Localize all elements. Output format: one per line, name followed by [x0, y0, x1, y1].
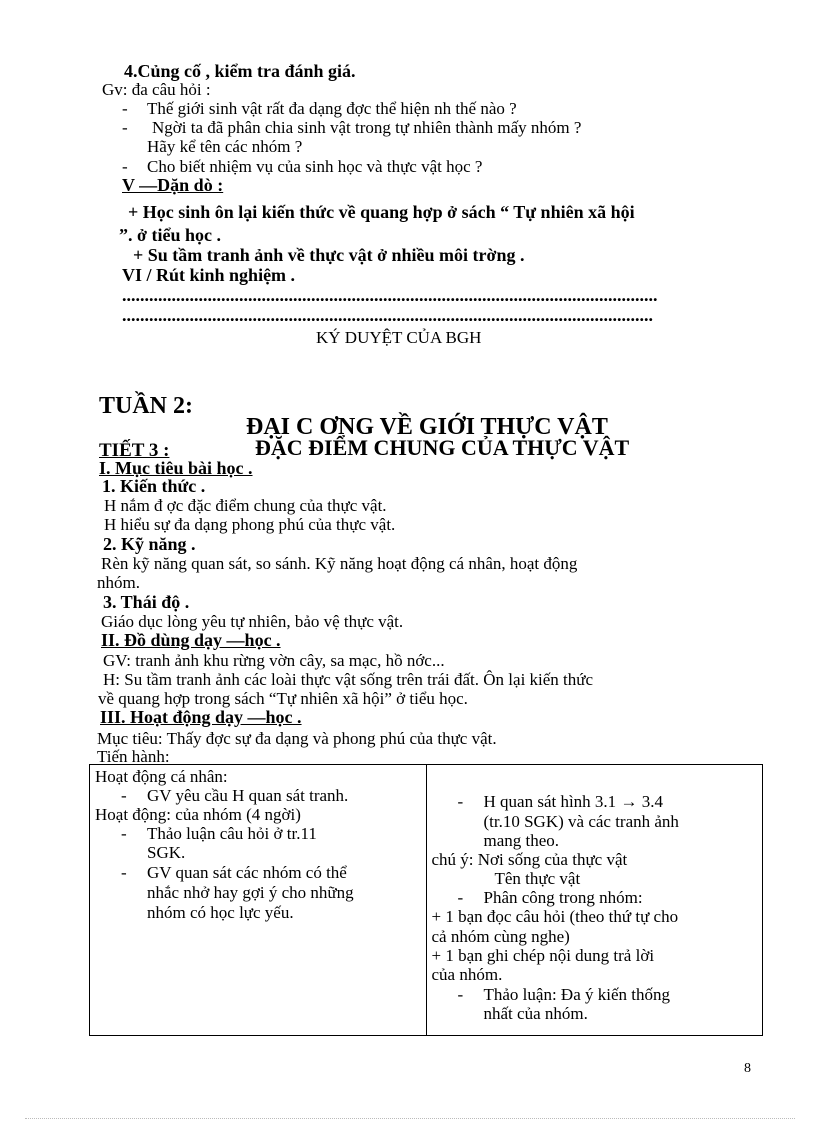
homework-1: + Học sinh ôn lại kiến thức về quang hợp ở sách “ Tự nhiên xã hội: [128, 202, 635, 222]
arrow-right-icon: →: [620, 792, 638, 811]
week-title: TUẦN 2:: [99, 393, 193, 419]
right-line-3: mang theo.: [483, 831, 560, 850]
notes-dotted-line-1: .......................................................................................................................: [122, 285, 658, 305]
left-line-6: GV quan sát các nhóm có thể: [147, 863, 347, 882]
bullet-dash: -: [121, 863, 127, 882]
bullet-dash: -: [121, 786, 127, 805]
right-line-1-text: H quan sát hình 3.1: [483, 792, 617, 811]
right-line-12: nhất của nhóm.: [483, 1004, 588, 1023]
section-6-heading: VI / Rút kinh nghiệm .: [122, 265, 296, 285]
activities-table: [89, 764, 763, 1036]
question-1: Thế giới sinh vật rất đa dạng đợc thể hiện nh thế nào ?: [147, 99, 517, 118]
bullet-dash: -: [121, 824, 127, 843]
right-line-6: Phân công trong nhóm:: [483, 888, 643, 907]
right-line-2: (tr.10 SGK) và các tranh ảnh: [483, 812, 679, 831]
right-line-8: cả nhóm cùng nghe): [431, 927, 570, 946]
knowledge-heading: 1. Kiến thức .: [102, 476, 206, 496]
right-line-9: + 1 bạn ghi chép nội dung trả lời: [431, 946, 655, 965]
left-line-2: GV yêu cầu H quan sát tranh.: [147, 786, 349, 805]
knowledge-1: H nắm đ ợc đặc điểm chung của thực vật.: [104, 496, 387, 515]
right-line-10: của nhóm.: [431, 965, 503, 984]
left-line-5: SGK.: [147, 843, 186, 862]
section-5-heading: V —Dặn dò :: [122, 175, 224, 195]
activities-heading: III. Hoạt động dạy —học .: [100, 707, 302, 727]
activities-goal: Mục tiêu: Thấy đợc sự đa dạng và phong phú của thực vật.: [97, 729, 497, 748]
page-number: 8: [744, 1061, 751, 1076]
bullet-dash: -: [122, 118, 128, 137]
notes-dotted-line-2: ......................................................................................................................: [122, 305, 653, 325]
left-line-7: nhắc nhở hay gợi ý cho những: [147, 883, 354, 902]
approval-label: KÝ DUYỆT CỦA BGH: [316, 328, 482, 347]
gv-questions-intro: Gv: đa câu hỏi :: [102, 80, 211, 99]
right-line-4: chú ý: Nơi sống của thực vật: [431, 850, 628, 869]
right-line-7: + 1 bạn đọc câu hỏi (theo thứ tự cho: [431, 907, 679, 926]
materials-gv: GV: tranh ảnh khu rừng vờn cây, sa mạc, hồ nớc...: [103, 651, 445, 670]
skills-1: Rèn kỹ năng quan sát, so sánh. Kỹ năng hoạt động cá nhân, hoạt động: [101, 554, 578, 573]
left-line-3: Hoạt động: của nhóm (4 ngời): [95, 805, 301, 824]
bullet-dash: -: [122, 99, 128, 118]
left-line-1: Hoạt động cá nhân:: [95, 767, 228, 786]
question-2-cont: Hãy kể tên các nhóm ?: [147, 137, 303, 156]
question-2: Ngời ta đã phân chia sinh vật trong tự nhiên thành mấy nhóm ?: [152, 118, 582, 137]
section-4-heading: 4.Củng cố , kiểm tra đánh giá.: [124, 61, 356, 81]
page-footer-divider: [25, 1118, 795, 1119]
chapter-title: ĐẠI C ƠNG VỀ GIỚI THỰC VẬT: [246, 414, 608, 440]
activities-proceed: Tiến hành:: [97, 747, 170, 766]
attitude-1: Giáo dục lòng yêu tự nhiên, bảo vệ thực vật.: [101, 612, 404, 631]
materials-h: H: Su tầm tranh ảnh các loài thực vật sống trên trái đất. Ôn lại kiến thức: [103, 670, 594, 689]
lesson-title: ĐẶC ĐIỂM CHUNG CỦA THỰC VẬT: [255, 435, 630, 460]
right-line-1-end: 3.4: [641, 792, 663, 811]
right-line-1: [484, 793, 663, 811]
skills-heading: 2. Kỹ năng .: [103, 534, 196, 554]
materials-heading: II. Đồ dùng dạy —học .: [101, 630, 281, 650]
bullet-dash: -: [122, 157, 128, 176]
knowledge-2: H hiểu sự đa dạng phong phú của thực vật.: [104, 515, 396, 534]
right-line-5: Tên thực vật: [494, 869, 581, 888]
materials-h-cont: về quang hợp trong sách “Tự nhiên xã hội” ở tiểu học.: [98, 689, 468, 708]
lesson-number: TIẾT 3 :: [99, 440, 170, 461]
right-line-11: Thảo luận: Đa ý kiến thống: [483, 985, 670, 1004]
teacher-column: [90, 765, 427, 1036]
bullet-dash: -: [457, 985, 464, 1004]
student-column: [426, 765, 763, 1036]
bullet-dash: -: [457, 792, 464, 811]
skills-1-cont: nhóm.: [97, 573, 140, 592]
objectives-heading: I. Mục tiêu bài học .: [99, 458, 253, 478]
homework-2: + Su tầm tranh ảnh về thực vật ở nhiều môi trờng .: [133, 245, 525, 265]
left-line-8: nhóm có học lực yếu.: [147, 903, 294, 922]
left-line-4: Thảo luận câu hỏi ở tr.11: [147, 824, 317, 843]
attitude-heading: 3. Thái độ .: [103, 592, 190, 612]
question-3: Cho biết nhiệm vụ của sinh học và thực vật học ?: [147, 157, 483, 176]
bullet-dash: -: [457, 888, 464, 907]
homework-1-cont: ”. ở tiểu học .: [119, 225, 221, 245]
